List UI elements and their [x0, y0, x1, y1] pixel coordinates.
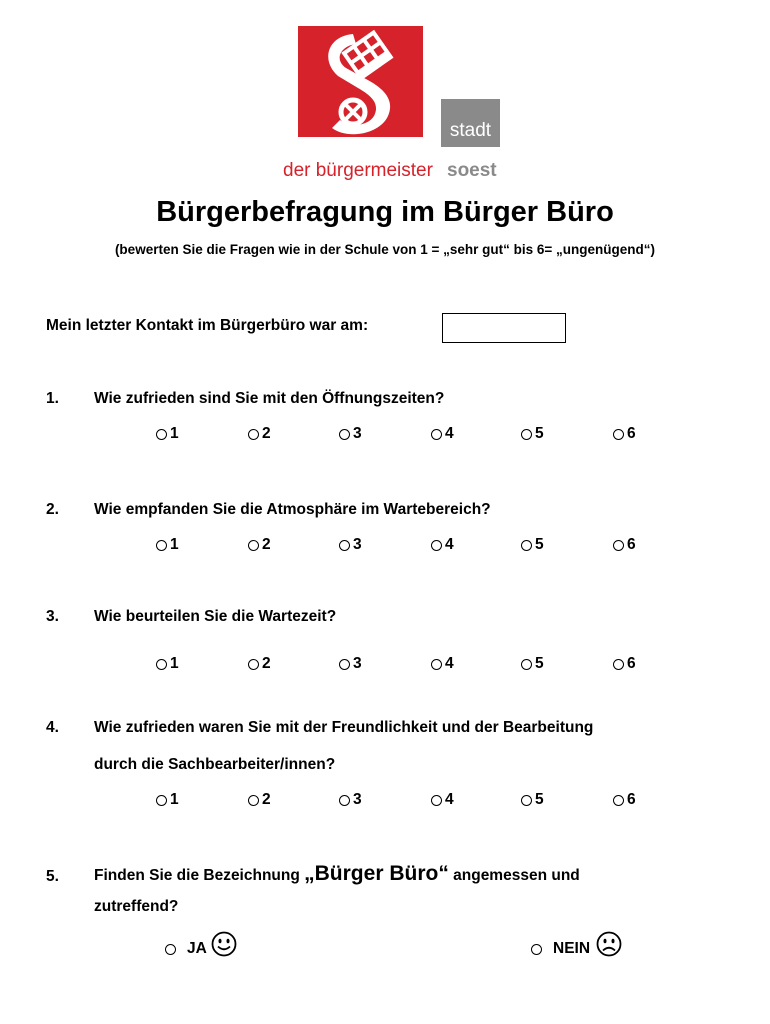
option-label: 3	[353, 536, 362, 553]
option-label: 5	[535, 425, 544, 442]
option-label: 4	[445, 536, 454, 553]
radio-icon	[613, 795, 624, 806]
question-5-text-before: Finden Sie die Bezeichnung	[94, 867, 305, 884]
radio-icon	[521, 659, 532, 670]
no-label: NEIN	[553, 940, 591, 957]
radio-icon	[339, 429, 350, 440]
question-3-number: 3.	[46, 608, 59, 625]
question-2-text: Wie empfanden Sie die Atmosphäre im Wartebereich?	[94, 501, 491, 518]
radio-icon	[613, 540, 624, 551]
radio-icon	[156, 659, 167, 670]
question-2-number: 2.	[46, 501, 59, 518]
q3-option-3[interactable]	[339, 655, 362, 673]
radio-icon	[339, 795, 350, 806]
q2-option-4[interactable]	[431, 536, 454, 554]
option-label: 2	[262, 655, 271, 672]
q3-option-2[interactable]	[248, 655, 271, 673]
radio-icon	[339, 540, 350, 551]
q3-option-5[interactable]	[521, 655, 544, 673]
option-label: 1	[170, 536, 179, 553]
radio-icon	[339, 659, 350, 670]
radio-icon	[248, 429, 259, 440]
radio-icon	[156, 429, 167, 440]
q2-option-3[interactable]	[339, 536, 362, 554]
option-label: 1	[170, 791, 179, 808]
option-label: 6	[627, 791, 636, 808]
radio-icon	[431, 795, 442, 806]
radio-icon	[165, 944, 176, 955]
smiley-sad-icon	[596, 931, 622, 957]
page-subtitle: (bewerten Sie die Fragen wie in der Schule von 1 = „sehr gut“ bis 6= „ungenügend“)	[114, 242, 656, 257]
radio-icon	[248, 659, 259, 670]
radio-icon	[156, 795, 167, 806]
q1-option-1[interactable]	[156, 425, 179, 443]
q3-option-4[interactable]	[431, 655, 454, 673]
smiley-happy-icon	[211, 931, 237, 957]
option-label: 1	[170, 425, 179, 442]
q1-option-2[interactable]	[248, 425, 271, 443]
radio-icon	[431, 659, 442, 670]
q1-option-3[interactable]	[339, 425, 362, 443]
radio-icon	[248, 540, 259, 551]
option-label: 4	[445, 791, 454, 808]
option-label: 6	[627, 425, 636, 442]
radio-icon	[248, 795, 259, 806]
q1-option-5[interactable]	[521, 425, 544, 443]
contact-date-label: Mein letzter Kontakt im Bürgerbüro war am:	[46, 317, 369, 334]
key-emblem-icon	[298, 26, 423, 137]
question-5-text-line2: zutreffend?	[94, 898, 179, 915]
option-label: 6	[627, 655, 636, 672]
question-5-text-highlight: „Bürger Büro“	[304, 862, 449, 885]
q4-option-3[interactable]	[339, 791, 362, 809]
q2-option-2[interactable]	[248, 536, 271, 554]
option-label: 5	[535, 655, 544, 672]
q2-option-1[interactable]	[156, 536, 179, 554]
option-label: 6	[627, 536, 636, 553]
option-label: 5	[535, 791, 544, 808]
q4-option-4[interactable]	[431, 791, 454, 809]
q2-option-6[interactable]	[613, 536, 636, 554]
q4-option-6[interactable]	[613, 791, 636, 809]
q3-option-1[interactable]	[156, 655, 179, 673]
option-label: 3	[353, 791, 362, 808]
option-label: 5	[535, 536, 544, 553]
logo-stadt-text: stadt	[449, 120, 492, 141]
radio-icon	[431, 540, 442, 551]
question-3-text: Wie beurteilen Sie die Wartezeit?	[94, 608, 337, 625]
q1-option-4[interactable]	[431, 425, 454, 443]
option-label: 3	[353, 655, 362, 672]
radio-icon	[521, 540, 532, 551]
logo-red-block	[298, 26, 423, 137]
question-4-number: 4.	[46, 719, 59, 736]
option-label: 1	[170, 655, 179, 672]
question-1-text: Wie zufrieden sind Sie mit den Öffnungszeiten?	[94, 390, 445, 407]
radio-icon	[531, 944, 542, 955]
q5-option-yes[interactable]	[165, 940, 237, 958]
q4-option-1[interactable]	[156, 791, 179, 809]
radio-icon	[613, 429, 624, 440]
option-label: 2	[262, 425, 271, 442]
option-label: 3	[353, 425, 362, 442]
radio-icon	[431, 429, 442, 440]
option-label: 2	[262, 791, 271, 808]
option-label: 4	[445, 655, 454, 672]
question-1-number: 1.	[46, 390, 59, 407]
logo-buergermeister-text: der bürgermeister	[283, 160, 433, 181]
contact-date-field[interactable]	[442, 313, 566, 343]
radio-icon	[156, 540, 167, 551]
radio-icon	[521, 795, 532, 806]
q4-option-5[interactable]	[521, 791, 544, 809]
q2-option-5[interactable]	[521, 536, 544, 554]
question-5-number: 5.	[46, 868, 59, 885]
question-4-text: Wie zufrieden waren Sie mit der Freundlichkeit und der Bearbeitung	[94, 719, 594, 736]
radio-icon	[613, 659, 624, 670]
q3-option-6[interactable]	[613, 655, 636, 673]
option-label: 4	[445, 425, 454, 442]
q5-option-no[interactable]	[531, 940, 622, 958]
logo-soest-text: soest	[447, 160, 497, 181]
question-5-text	[94, 862, 580, 886]
yes-label: JA	[187, 940, 207, 957]
page-title: Bürgerbefragung im Bürger Büro	[156, 196, 614, 228]
option-label: 2	[262, 536, 271, 553]
question-5-text-after: angemessen und	[448, 867, 580, 884]
q4-option-2[interactable]	[248, 791, 271, 809]
question-4-text-line2: durch die Sachbearbeiter/innen?	[94, 756, 336, 773]
q1-option-6[interactable]	[613, 425, 636, 443]
radio-icon	[521, 429, 532, 440]
